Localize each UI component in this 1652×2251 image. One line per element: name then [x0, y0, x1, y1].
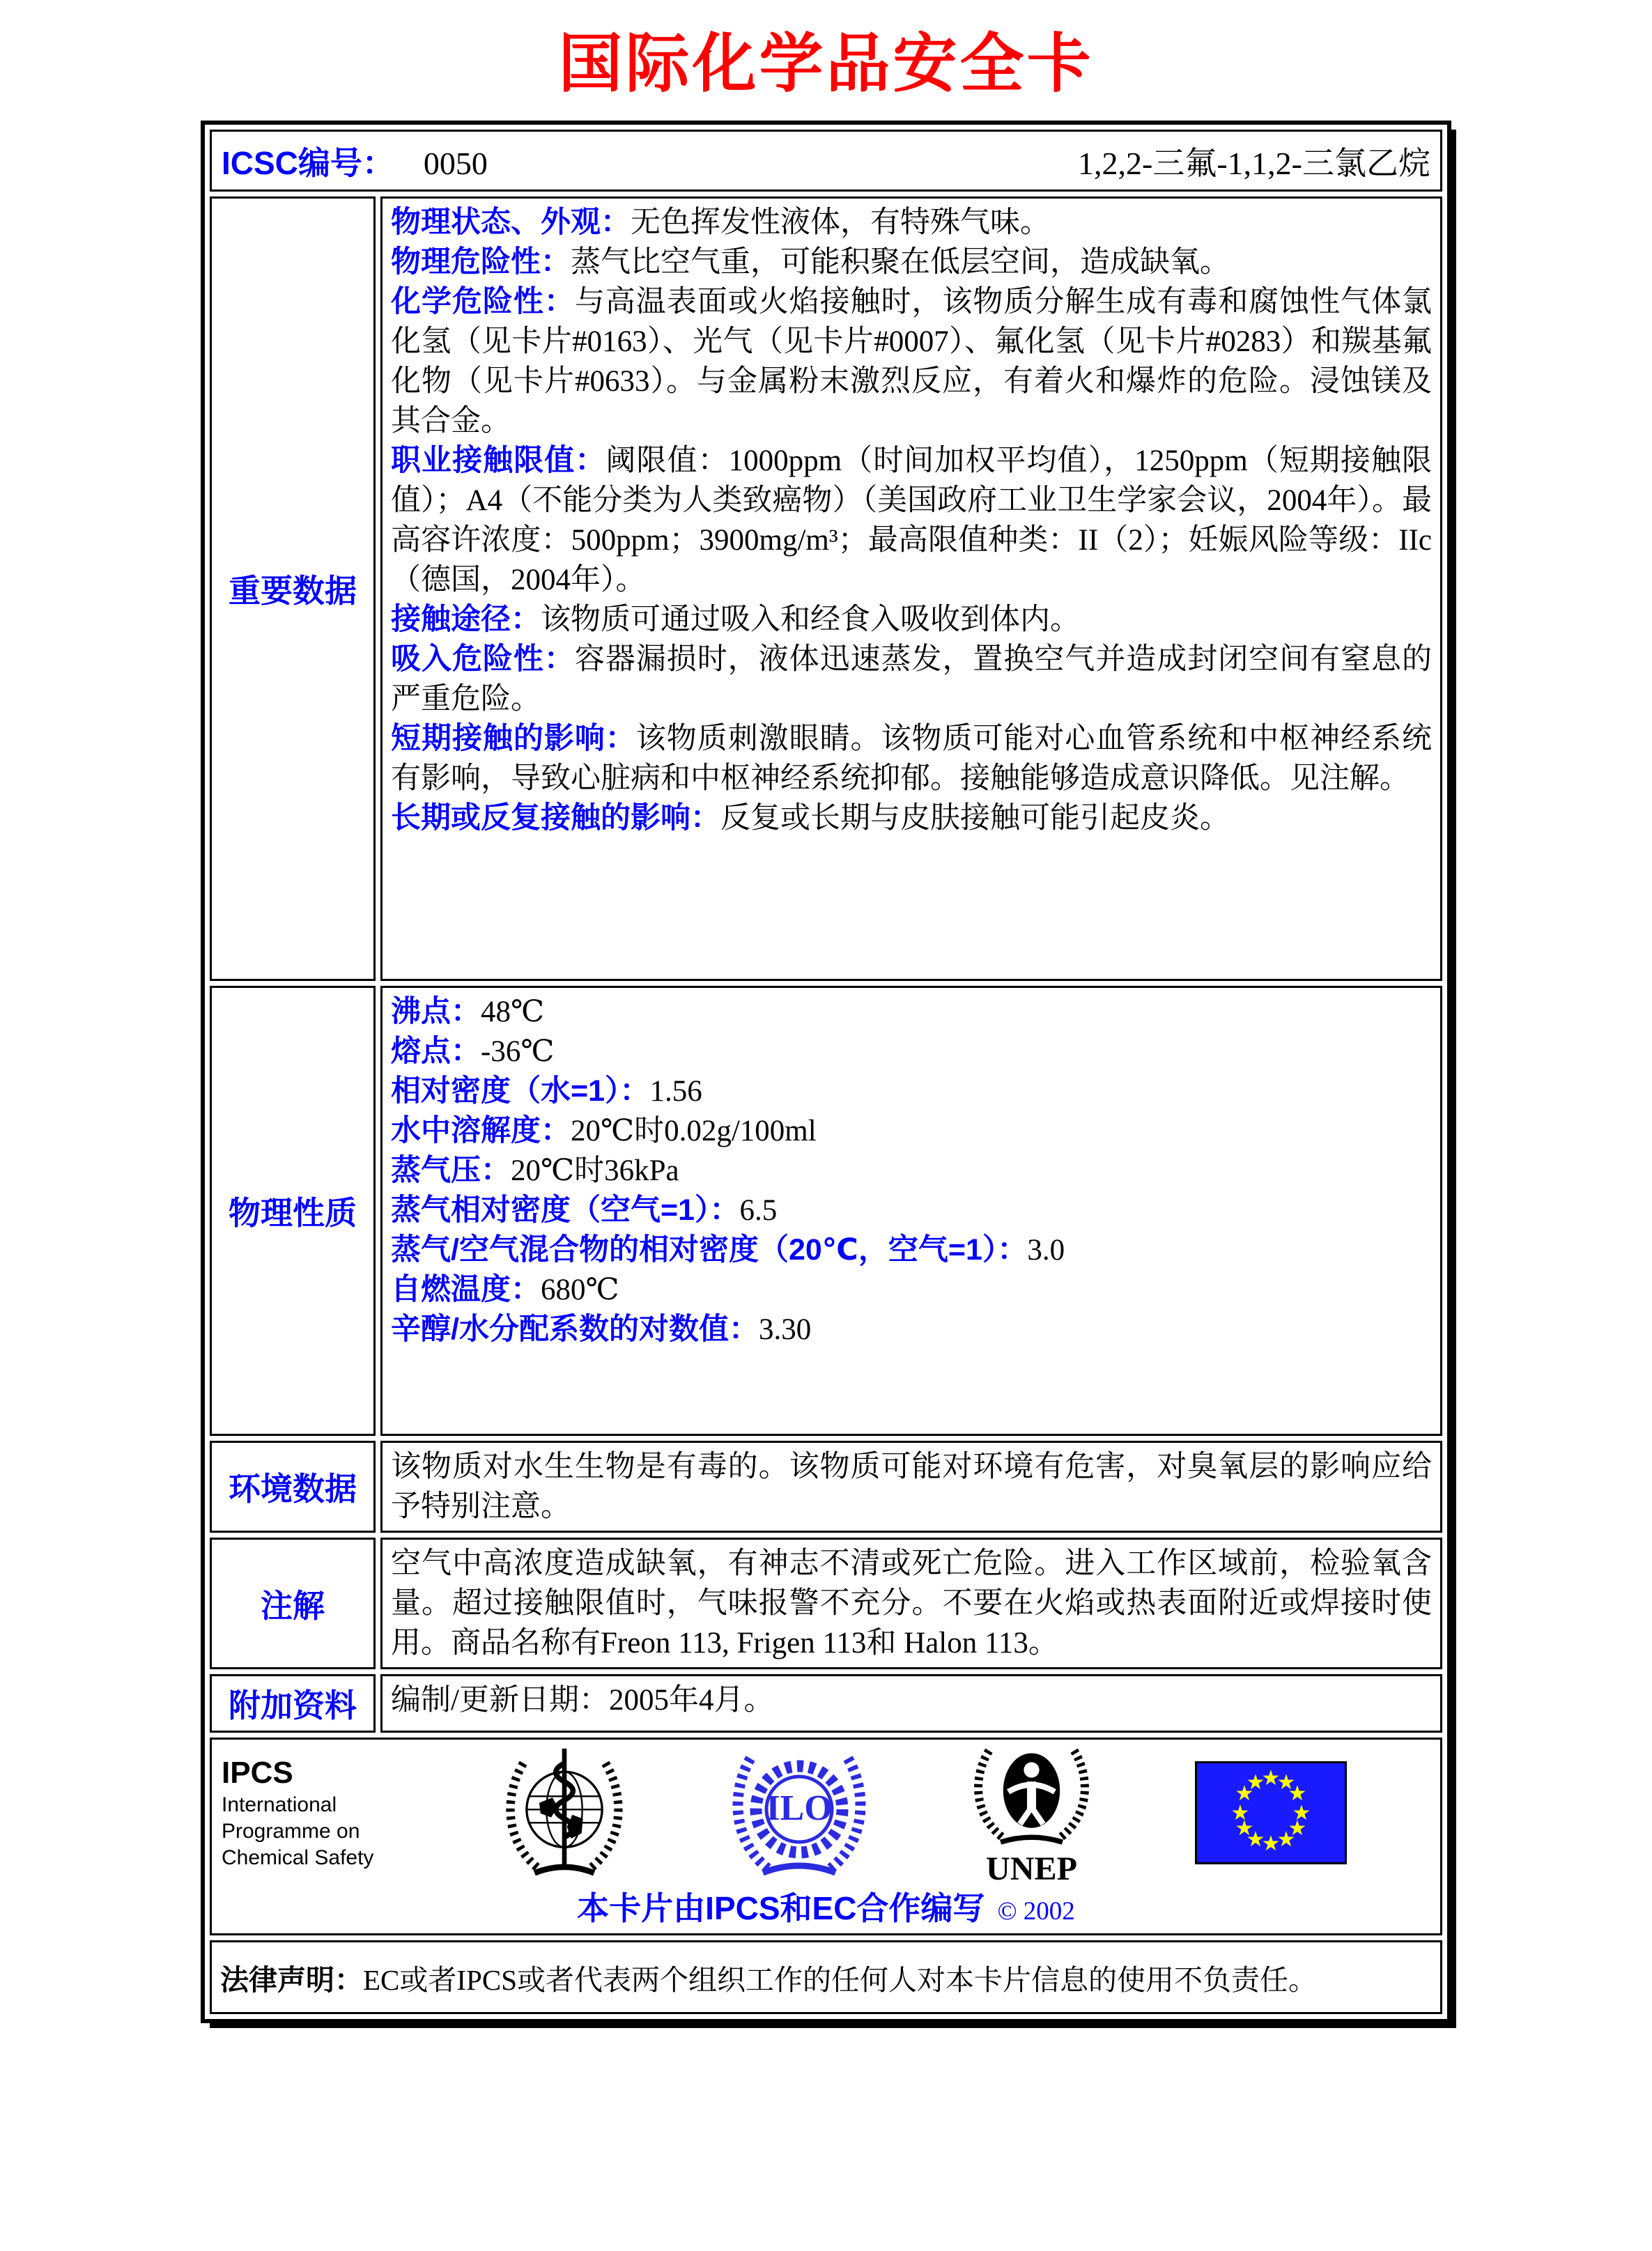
entry-label: 短期接触的影响： [391, 722, 636, 756]
section-label-notes: 注解 [210, 1538, 376, 1669]
entry-text: 该物质可通过吸入和经食入吸收到体内。 [541, 603, 1080, 637]
property-label: 蒸气压： [391, 1154, 511, 1188]
ipcs-line-2: Programme on [222, 1819, 360, 1843]
physical-properties-row [210, 986, 1442, 1436]
data-entry [391, 203, 1432, 242]
legal-text: EC或者IPCS或者代表两个组织工作的任何人对本卡片信息的使用不负责任。 [363, 1963, 1317, 1996]
data-entry [391, 441, 1432, 600]
property-entry [391, 1151, 1432, 1191]
svg-text:★: ★ [1288, 1816, 1307, 1841]
entry-text: 反复或长期与皮肤接触可能引起皮炎。 [720, 802, 1230, 835]
data-entry [391, 282, 1432, 441]
entry-label: 长期或反复接触的影响： [391, 801, 720, 835]
legal-cell [210, 1940, 1442, 2014]
property-label: 蒸气/空气混合物的相对密度（20℃，空气=1）： [391, 1233, 1028, 1267]
property-label: 自燃温度： [391, 1273, 541, 1307]
legal-row [210, 1940, 1442, 2014]
important-data-row [210, 196, 1442, 981]
section-content-notes [380, 1538, 1442, 1669]
property-entry [391, 992, 1432, 1032]
icsc-number-value: 0050 [423, 145, 488, 181]
svg-text:★: ★ [1261, 1766, 1281, 1791]
entry-label: 职业接触限值： [391, 444, 606, 478]
property-value: -36℃ [481, 1035, 555, 1069]
svg-text:★: ★ [1235, 1781, 1254, 1807]
property-label: 熔点： [391, 1035, 481, 1069]
important-data-entries [391, 203, 1432, 838]
icsc-number [222, 138, 488, 184]
copyright-text: © 2002 [997, 1897, 1075, 1926]
page-title: 国际化学品安全卡 [558, 29, 1094, 100]
who-logo-icon [498, 1743, 631, 1882]
property-label: 沸点： [391, 995, 481, 1029]
svg-text:★: ★ [1276, 1770, 1296, 1795]
svg-text:UNEP: UNEP [986, 1850, 1078, 1887]
svg-text:★: ★ [1230, 1801, 1250, 1826]
entry-text: 蒸气比空气重，可能积聚在低层空间，造成缺氧。 [571, 246, 1230, 279]
entry-label: 化学危险性： [391, 285, 575, 319]
physical-property-entries [391, 992, 1432, 1349]
section-label-additional-info: 附加资料 [210, 1674, 376, 1733]
entry-text: 该物质刺激眼睛。该物质可能对心血管系统和中枢神经系统有影响，导致心脏病和中枢神经系统抑郁。接触能够造成意识降低。见注解。 [391, 722, 1433, 796]
environmental-text: 该物质对水生生物是有毒的。该物质可能对环境有危害，对臭氧层的影响应给予特别注意。 [391, 1451, 1432, 1524]
section-content-important-data [380, 196, 1442, 981]
logos-row [210, 1738, 1442, 1935]
section-content-physical-properties [380, 986, 1442, 1436]
property-entry [391, 1230, 1432, 1270]
notes-text: 空气中高浓度造成缺氧，有神志不清或死亡危险。进入工作区域前，检验氧含量。超过接触限值时，气味报警不充分。不要在火焰或热表面附近或焊接时使用。商品名称有Freon 113, Frigen 113和 Halon 113。 [391, 1547, 1432, 1660]
icsc-card-table [201, 121, 1451, 2023]
unep-logo-icon [967, 1738, 1096, 1888]
data-entry [391, 640, 1432, 719]
property-entry [391, 1032, 1432, 1072]
svg-text:★: ★ [1276, 1827, 1296, 1852]
property-label: 水中溶解度： [391, 1114, 571, 1148]
entry-text: 容器漏损时，液体迅速蒸发，置换空气并造成封闭空间有窒息的严重危险。 [391, 643, 1433, 716]
ipcs-line-3: Chemical Safety [222, 1846, 374, 1869]
section-label-physical-properties: 物理性质 [210, 986, 376, 1436]
notes-row [210, 1538, 1442, 1669]
entry-label: 接触途径： [391, 603, 541, 637]
property-entry [391, 1270, 1432, 1310]
section-content-environmental-data [380, 1441, 1442, 1533]
property-label: 蒸气相对密度（空气=1）： [391, 1193, 740, 1228]
additional-info-text: 编制/更新日期：2005年4月。 [391, 1684, 774, 1717]
property-entry [391, 1310, 1432, 1349]
property-entry [391, 1191, 1432, 1230]
entry-label: 物理状态、外观： [391, 206, 631, 240]
svg-text:★: ★ [1246, 1827, 1265, 1852]
property-value: 3.0 [1027, 1234, 1065, 1267]
data-entry [391, 719, 1432, 798]
property-entry [391, 1111, 1432, 1151]
property-value: 1.56 [649, 1075, 702, 1108]
icsc-card-page [201, 29, 1451, 2023]
property-value: 3.30 [758, 1313, 812, 1347]
ilo-logo-icon [729, 1743, 869, 1882]
ipcs-text-block [222, 1755, 399, 1871]
property-label: 辛醇/水分配系数的对数值： [391, 1313, 759, 1347]
cooperation-caption-text: 本卡片由IPCS和EC合作编写 [577, 1890, 985, 1927]
section-label-environmental-data: 环境数据 [210, 1441, 376, 1533]
section-content-additional-info [380, 1674, 1442, 1733]
property-value: 48℃ [481, 996, 545, 1029]
svg-text:★: ★ [1292, 1801, 1311, 1826]
legal-label: 法律声明： [220, 1963, 363, 1996]
entry-text: 与高温表面或火焰接触时，该物质分解生成有毒和腐蚀性气体氯化氢（见卡片#0163）、光气（见卡片#0007）、氟化氢（见卡片#0283）和羰基氟化物（见卡片#0633）。与金属粉末激烈反应，有着火和爆炸的危险。浸蚀镁及其合金。 [391, 286, 1433, 438]
ipcs-line-1: International [222, 1793, 337, 1816]
property-label: 相对密度（水=1）： [391, 1074, 650, 1108]
ipcs-acronym: IPCS [222, 1755, 293, 1790]
data-entry [391, 798, 1432, 838]
data-entry [391, 600, 1432, 640]
section-label-important-data: 重要数据 [210, 196, 376, 981]
cooperation-caption [222, 1883, 1430, 1929]
svg-text:★: ★ [1288, 1781, 1307, 1807]
svg-text:★: ★ [1246, 1770, 1265, 1795]
property-value: 20℃时0.02g/100ml [571, 1115, 817, 1148]
data-entry [391, 242, 1432, 282]
header-cell [210, 130, 1442, 192]
svg-text:ILO: ILO [765, 1788, 833, 1829]
entry-label: 吸入危险性： [391, 642, 575, 676]
svg-text:★: ★ [1235, 1816, 1254, 1841]
header-row [210, 130, 1442, 192]
entry-label: 物理危险性： [391, 245, 571, 279]
property-value: 680℃ [541, 1274, 619, 1307]
property-entry [391, 1072, 1432, 1111]
icsc-number-label: ICSC编号： [222, 144, 394, 181]
entry-text: 阈限值：1000ppm（时间加权平均值），1250ppm（短期接触限值）；A4（不能分类为人类致癌物）（美国政府工业卫生学家会议，2004年）。最高容许浓度：500ppm；3900mg/m³；最高限值种类：II（2）；妊娠风险等级：IIc（德国，2004年）。 [391, 444, 1432, 597]
property-value: 6.5 [739, 1194, 778, 1228]
logos-cell [210, 1738, 1442, 1935]
entry-text: 无色挥发性液体，有特殊气味。 [631, 206, 1050, 240]
additional-info-row [210, 1674, 1442, 1733]
property-value: 20℃时36kPa [511, 1154, 679, 1188]
environmental-data-row [210, 1441, 1442, 1533]
svg-text:★: ★ [1261, 1832, 1281, 1857]
logos-strip [222, 1747, 1430, 1887]
chemical-name: 1,2,2-三氟-1,1,2-三氯乙烷 [1078, 145, 1430, 181]
eu-flag-icon [1195, 1761, 1347, 1864]
